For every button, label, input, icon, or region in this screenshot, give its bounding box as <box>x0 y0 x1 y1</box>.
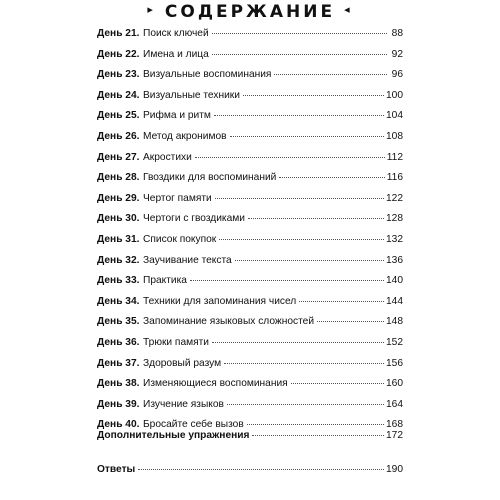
toc-entry-title: Практика <box>143 275 187 287</box>
toc-entry-page: 88 <box>391 28 403 39</box>
toc-entry[interactable] <box>97 333 403 354</box>
toc-entry-title: Изучение языков <box>143 398 224 410</box>
toc-entry-title: Имена и лица <box>143 48 209 60</box>
toc-entry-page: 168 <box>386 419 403 431</box>
toc-entry[interactable] <box>97 271 403 292</box>
toc-entry-title: Рифма и ритм <box>143 110 211 122</box>
toc-entry-day: День 40. <box>97 419 140 431</box>
toc-entry-page: 160 <box>386 378 403 390</box>
toc-entry-title: Гвоздики для воспоминаний <box>143 172 277 184</box>
toc-entry-title: Изменяющиеся воспоминания <box>143 378 288 390</box>
toc-entry-day: День 32. <box>97 254 140 266</box>
toc-entry-day: День 21. <box>97 28 140 39</box>
dot-leader <box>219 239 384 240</box>
toc-entry-day: День 37. <box>97 357 140 369</box>
toc-entry-day: День 38. <box>97 378 140 390</box>
dot-leader <box>235 260 384 261</box>
toc-extra-entry[interactable] <box>97 460 403 481</box>
dot-leader <box>230 136 384 137</box>
toc-entry[interactable] <box>97 189 403 210</box>
toc-entry[interactable] <box>97 354 403 375</box>
toc-entry-day: День 33. <box>97 275 140 287</box>
toc-entry-title: Заучивание текста <box>143 254 232 266</box>
dot-leader <box>190 280 384 281</box>
toc-entry-day: День 27. <box>97 151 140 163</box>
dot-leader <box>243 95 384 96</box>
toc-entry-title: Здоровый разум <box>143 357 222 369</box>
toc-entry-title: Трюки памяти <box>143 336 209 348</box>
toc-entry-page: 156 <box>386 357 403 369</box>
dot-leader <box>215 198 384 199</box>
toc-entry-page: 148 <box>386 316 403 328</box>
toc-entry-title: Запоминание языковых сложностей <box>143 316 315 328</box>
toc-entry-title: Техники для запоминания чисел <box>143 295 297 307</box>
dot-leader <box>299 301 384 302</box>
toc-entry-day: День 25. <box>97 110 140 122</box>
right-triangle-icon: ◂ <box>344 3 353 16</box>
toc-entry-page: 112 <box>386 151 403 163</box>
dot-leader <box>274 74 387 75</box>
dot-leader <box>279 177 384 178</box>
toc-entry-day: День 39. <box>97 398 140 410</box>
dot-leader <box>227 404 384 405</box>
toc-entry[interactable] <box>97 251 403 272</box>
table-of-contents <box>97 24 403 475</box>
toc-entry[interactable] <box>97 65 403 86</box>
toc-extra-title: Дополнительные упражнения <box>97 430 250 441</box>
page-header <box>0 2 500 22</box>
toc-entry[interactable] <box>97 86 403 107</box>
toc-entry-day: День 26. <box>97 130 140 142</box>
toc-entry[interactable] <box>97 230 403 251</box>
dot-leader <box>291 383 384 384</box>
toc-entry-page: 132 <box>386 233 403 245</box>
toc-entry-page: 128 <box>386 213 403 225</box>
dot-leader <box>138 469 384 470</box>
toc-entry[interactable] <box>97 374 403 395</box>
dot-leader <box>212 342 384 343</box>
toc-entry-title: Чертоги с гвоздиками <box>143 213 245 225</box>
dot-leader <box>212 33 387 34</box>
toc-entry-title: Акростихи <box>143 151 192 163</box>
dot-leader <box>248 218 384 219</box>
toc-entry-day: День 29. <box>97 192 140 204</box>
toc-entry[interactable] <box>97 148 403 169</box>
toc-entry-title: Чертог памяти <box>143 192 212 204</box>
toc-extra-entry[interactable] <box>97 426 403 447</box>
toc-entry-page: 104 <box>386 110 403 122</box>
toc-entry-page: 136 <box>386 254 403 266</box>
toc-extra-page: 172 <box>386 430 403 441</box>
toc-entry-title: Визуальные воспоминания <box>143 69 272 81</box>
toc-entry[interactable] <box>97 312 403 333</box>
toc-entry-day: День 36. <box>97 336 140 348</box>
toc-entry-day: День 31. <box>97 233 140 245</box>
toc-entry[interactable] <box>97 106 403 127</box>
dot-leader <box>252 435 384 436</box>
page-title: СОДЕРЖАНИЕ <box>164 2 336 22</box>
toc-entry[interactable] <box>97 24 403 45</box>
toc-entry-page: 164 <box>386 398 403 410</box>
toc-entry-page: 92 <box>391 48 403 60</box>
toc-extra-title: Ответы <box>97 464 136 475</box>
toc-entry-day: День 24. <box>97 89 140 101</box>
toc-entry[interactable] <box>97 395 403 416</box>
toc-entry-day: День 35. <box>97 316 140 328</box>
toc-entry-title: Поиск ключей <box>143 28 209 39</box>
toc-entry[interactable] <box>97 292 403 313</box>
toc-entry[interactable] <box>97 127 403 148</box>
toc-entry-page: 96 <box>391 69 403 81</box>
toc-entry-title: Бросайте себе вызов <box>143 419 244 431</box>
toc-entry-title: Визуальные техники <box>143 89 240 101</box>
toc-entry[interactable] <box>97 45 403 66</box>
toc-entry-title: Список покупок <box>143 233 217 245</box>
toc-entry-page: 108 <box>386 130 403 142</box>
toc-entry-page: 144 <box>386 295 403 307</box>
left-triangle-icon: ▸ <box>147 3 156 16</box>
toc-entry-day: День 22. <box>97 48 140 60</box>
dot-leader <box>224 363 384 364</box>
toc-entry-page: 122 <box>386 192 403 204</box>
toc-entry-page: 100 <box>386 89 403 101</box>
toc-entry-title: Метод акронимов <box>143 130 227 142</box>
toc-entry-day: День 34. <box>97 295 140 307</box>
dot-leader <box>212 54 387 55</box>
toc-entry-page: 152 <box>386 336 403 348</box>
dot-leader <box>214 115 384 116</box>
toc-entry-day: День 28. <box>97 172 140 184</box>
dot-leader <box>195 157 385 158</box>
toc-entry-page: 140 <box>386 275 403 287</box>
dot-leader <box>317 321 384 322</box>
toc-entry[interactable] <box>97 168 403 189</box>
toc-entry-day: День 30. <box>97 213 140 225</box>
toc-extra-page: 190 <box>386 464 403 475</box>
toc-entry-day: День 23. <box>97 69 140 81</box>
toc-entry[interactable] <box>97 209 403 230</box>
toc-entry-page: 116 <box>386 172 403 184</box>
